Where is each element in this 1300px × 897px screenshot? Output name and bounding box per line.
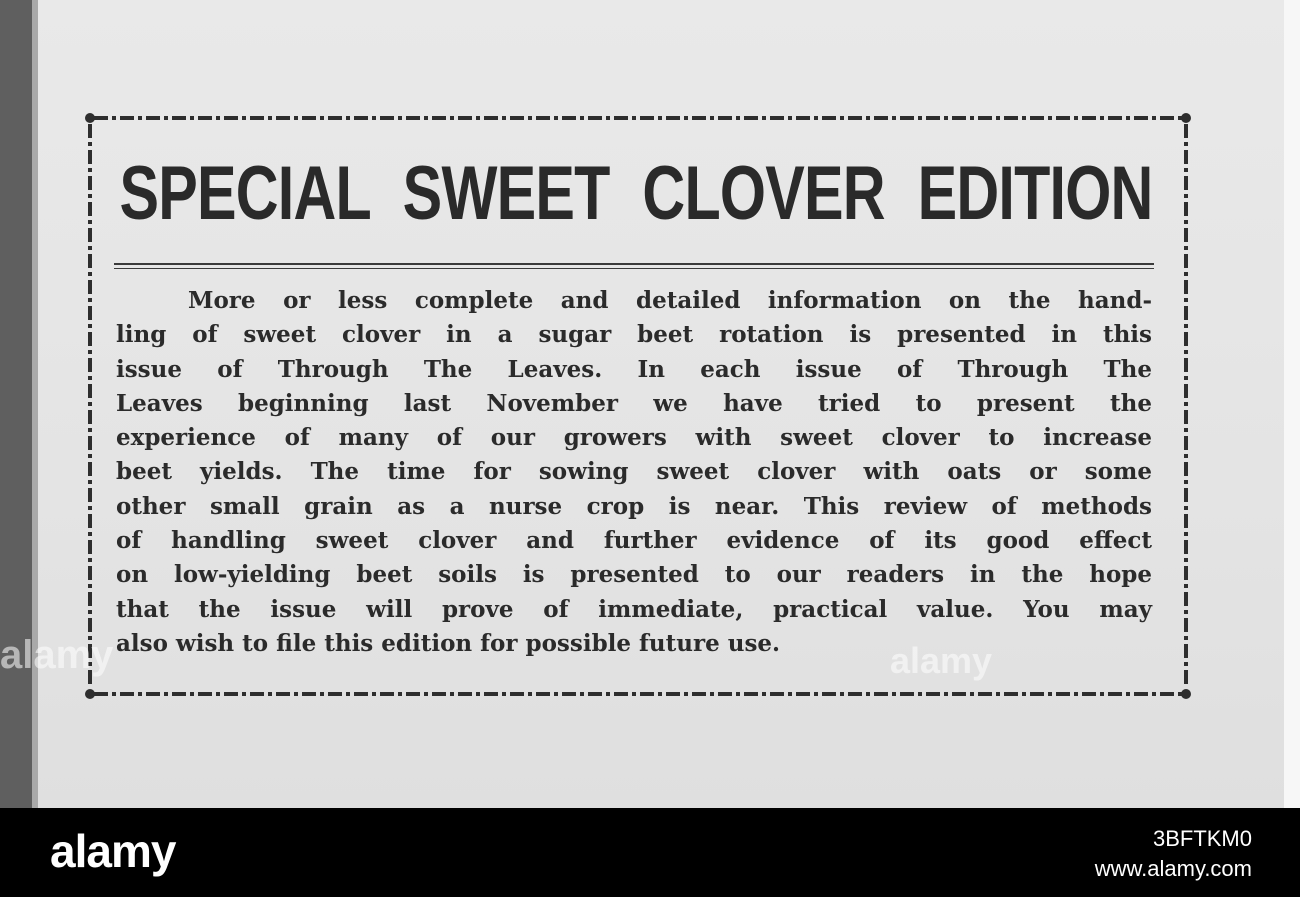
image-id: 3BFTKM0 (1152, 826, 1252, 851)
headline-rule-thick (114, 263, 1154, 265)
article-paragraph (116, 284, 1152, 661)
corner-bottom-left (85, 689, 95, 699)
paragraph-line: on low-yielding beet soils is presented to our readers in the hope (116, 561, 1152, 589)
paragraph-line: also wish to file this edition for possible future use. (116, 629, 781, 657)
headline: SPECIAL SWEET CLOVER EDITION (119, 150, 1153, 236)
paragraph-line: Leaves beginning last November we have tried to present the (116, 389, 1152, 417)
alamy-logo: alamy (50, 825, 176, 877)
paragraph-line: of handling sweet clover and further evidence of its good effect (116, 527, 1152, 555)
page-margin (1284, 0, 1300, 808)
site-url: www.alamy.com (1094, 856, 1252, 881)
paragraph-line: that the issue will prove of immediate, practical value. You may (116, 595, 1152, 623)
corner-top-left (85, 113, 95, 123)
paragraph-line: other small grain as a nurse crop is near. This review of methods (116, 492, 1152, 520)
paragraph-line: experience of many of our growers with sweet clover to increase (116, 424, 1152, 452)
watermark-left: alamy (0, 633, 114, 677)
watermark-right: alamy (890, 640, 993, 681)
paragraph-line: issue of Through The Leaves. In each issue of Through The (116, 355, 1152, 383)
paragraph-line: More or less complete and detailed information on the hand- (188, 287, 1152, 314)
stock-footer-bar (0, 808, 1300, 897)
paragraph-line: ling of sweet clover in a sugar beet rotation is presented in this (116, 321, 1152, 349)
book-spine-shadow (0, 0, 32, 808)
paragraph-line: beet yields. The time for sowing sweet clover with oats or some (116, 458, 1152, 486)
corner-bottom-right (1181, 689, 1191, 699)
corner-top-right (1181, 113, 1191, 123)
headline-rule-thin (114, 268, 1154, 269)
